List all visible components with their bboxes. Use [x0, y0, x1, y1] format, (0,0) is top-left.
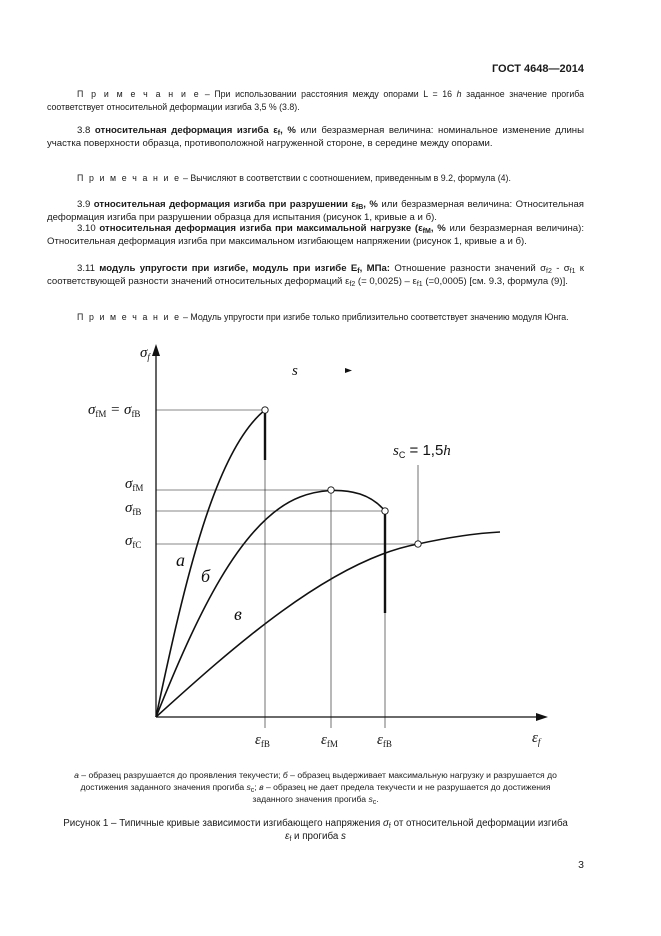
sigma-fC-label: $\sigma_{fC}$	[125, 533, 142, 550]
para-text: или безразмерная величина: Относительная деформация изгиба при разрушении образца для испытания (рисунок 1, кривые а и б).	[47, 199, 584, 223]
eps-fB2-label: $\varepsilon_{fB}$	[377, 732, 392, 749]
note-label: П р и м е ч а н и е	[77, 89, 201, 99]
term-end: , %	[430, 223, 446, 234]
para-text: - σ	[551, 263, 570, 274]
standard-id: ГОСТ 4648—2014	[491, 63, 584, 75]
sub: f2	[349, 281, 356, 288]
note-label: П р и м е ч а н и е	[77, 312, 181, 322]
para-text: (= 0,0025) – ε	[355, 276, 417, 287]
point-fM-a	[262, 407, 268, 413]
legend-b: б	[282, 770, 288, 780]
term-sub: f	[357, 268, 360, 275]
term-end: , МПа:	[359, 263, 391, 274]
para-text: или безразмерная величина: номинальное изменение длины участка поверхности образца, противоположной нагруженной стороне, в середине между опорами.	[47, 125, 584, 149]
point-fC-v	[415, 541, 421, 547]
legend-text: ;	[254, 782, 260, 792]
legend-text: – образец разрушается до проявления текучести;	[78, 770, 283, 780]
para-num: 3.10	[77, 223, 100, 234]
para-text: к соответствующей разности значений относительных деформаций ε	[47, 263, 584, 287]
sigma-fB-label: $\sigma_{fB}$	[125, 500, 142, 517]
curve-b-label: б	[201, 566, 211, 586]
term: модуль упругости при изгибе, модуль при изгибе E	[99, 263, 358, 274]
caption-sub: f	[289, 836, 292, 843]
sub: f1	[569, 268, 576, 275]
curve-v	[156, 532, 500, 717]
s-arrow-icon	[345, 368, 352, 373]
sub: f1	[416, 281, 423, 288]
term-sub: f	[277, 130, 281, 137]
x-axis-label: $\varepsilon_f$	[532, 730, 541, 747]
caption-s: s	[341, 831, 346, 842]
legend-a: а	[74, 770, 79, 780]
para-text: Отношение разности значений σ	[390, 263, 547, 274]
page-number: 3	[578, 859, 584, 871]
sigma-fM-label: $\sigma_{fM}$	[125, 476, 144, 493]
legend-v: в	[259, 782, 264, 792]
term-sub: fM	[422, 228, 431, 235]
term: относительная деформация изгиба при разрушении ε	[93, 199, 356, 210]
point-fM-b	[328, 487, 334, 493]
note-text: заданное значение прогиба соответствует относительной деформации изгиба 3,5 % (3.8).	[47, 89, 585, 112]
curve-a-label: a	[176, 550, 185, 570]
caption-sigma: σ	[382, 818, 389, 829]
legend-s: s	[246, 782, 251, 792]
legend-text: – образец не дает предела текучести и не разрушается до достижения заданного значения прогиба	[252, 782, 551, 804]
term: относительная деформация изгиба при максимальной нагрузке (ε	[99, 223, 423, 234]
legend-s: s	[368, 794, 373, 804]
legend-text: .	[376, 794, 379, 804]
eps-fM-label: $\varepsilon_{fM}$	[321, 732, 338, 749]
point-fB-b	[382, 508, 388, 514]
sigma-fM-equals-fB-label: $\sigma_{fM} = \sigma_{fB}$	[88, 402, 141, 419]
legend-sub: c	[372, 799, 377, 806]
para-num: 3.8	[77, 125, 95, 136]
y-axis-arrow	[152, 344, 160, 356]
term-sub: fB	[355, 204, 364, 211]
x-axis-arrow	[536, 713, 548, 721]
para-text: или безразмерная величина): Относительная деформация изгиба при максимальном изгибающем напряжении (рисунок 1, кривые а и б).	[47, 223, 584, 247]
figure-legend	[60, 769, 571, 805]
para-num: 3.9	[77, 199, 94, 210]
s-label: s	[292, 363, 298, 379]
legend-text: – образец выдерживает максимальную нагрузку и разрушается до достижения заданного значения прогиба	[80, 770, 557, 792]
caption-text: от относительной деформации изгиба	[390, 818, 568, 829]
figure-caption	[60, 817, 571, 843]
note-h: h	[456, 89, 462, 99]
para-num: 3.11	[77, 263, 100, 274]
note-text: – Вычисляют в соответствии с соотношением, приведенным в 9.2, формула (4).	[180, 173, 511, 183]
caption-text: Рисунок 1 – Типичные кривые зависимости изгибающего напряжения	[63, 818, 383, 829]
caption-eps: ε	[285, 831, 290, 842]
curve-v-label: в	[234, 604, 242, 624]
term-end: , %	[363, 199, 378, 210]
curve-b	[156, 490, 385, 717]
caption-text: и прогиба	[291, 831, 342, 842]
legend-sub: c	[250, 787, 255, 794]
eps-fB1-label: $\varepsilon_{fB}$	[255, 732, 270, 749]
sub: f2	[546, 268, 552, 275]
note-text: – Модуль упругости при изгибе только приблизительно соответствует значению модуля Юнга.	[180, 312, 569, 322]
caption-sub: f	[388, 823, 391, 830]
para-text: (=0,0005) [см. 9.3, формула (9)].	[422, 276, 568, 287]
note-label: П р и м е ч а н и е	[77, 173, 181, 183]
sc-label: $s_C = 1,5h$	[393, 442, 451, 460]
note-text: – При использовании расстояния между опорами L = 16	[200, 89, 457, 99]
y-axis-label: $\sigma_f$	[140, 345, 150, 362]
term-end: , %	[280, 125, 296, 136]
curve-a	[156, 410, 265, 717]
term: относительная деформация изгиба ε	[94, 125, 278, 136]
